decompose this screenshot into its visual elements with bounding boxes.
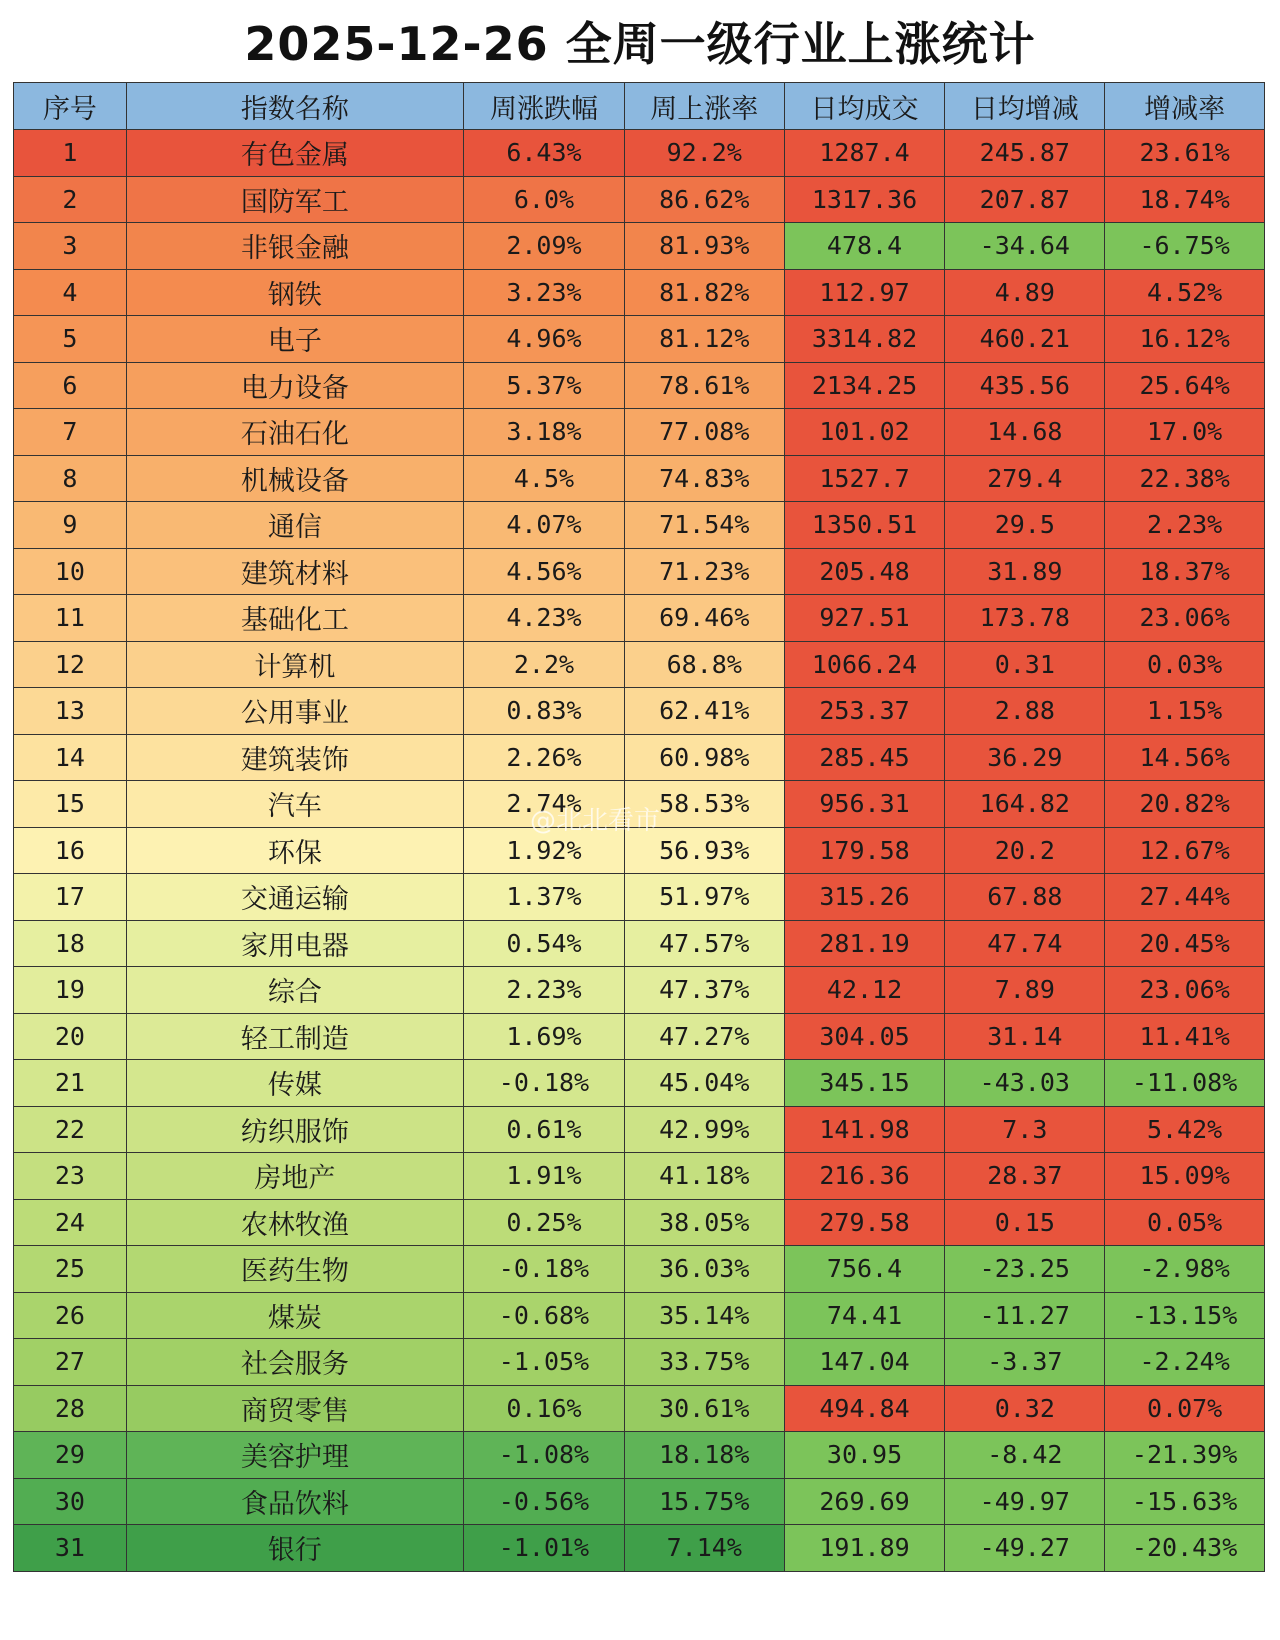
header-daily-volume: 日均成交 [784, 83, 945, 130]
cell-no: 15 [14, 781, 127, 828]
cell-weekly-up-rate: 56.93% [624, 827, 784, 874]
cell-name: 计算机 [126, 641, 463, 688]
table-row [14, 1525, 1265, 1572]
header-weekly-up-rate: 周上涨率 [624, 83, 784, 130]
cell-name: 综合 [126, 967, 463, 1014]
cell-diff-rate: 4.52% [1105, 269, 1265, 316]
cell-name: 石油石化 [126, 409, 463, 456]
cell-daily-diff: 0.31 [945, 641, 1105, 688]
cell-daily-diff: -34.64 [945, 223, 1105, 270]
table-row [14, 1199, 1265, 1246]
cell-weekly-up-rate: 81.93% [624, 223, 784, 270]
cell-name: 非银金融 [126, 223, 463, 270]
cell-daily-diff: -23.25 [945, 1246, 1105, 1293]
cell-name: 汽车 [126, 781, 463, 828]
cell-no: 17 [14, 874, 127, 921]
cell-weekly-change: 6.43% [464, 130, 625, 177]
cell-daily-volume: 285.45 [784, 734, 945, 781]
cell-name: 纺织服饰 [126, 1106, 463, 1153]
header-no: 序号 [14, 83, 127, 130]
cell-no: 27 [14, 1339, 127, 1386]
cell-daily-volume: 956.31 [784, 781, 945, 828]
cell-name: 基础化工 [126, 595, 463, 642]
cell-daily-diff: 7.3 [945, 1106, 1105, 1153]
cell-daily-volume: 30.95 [784, 1432, 945, 1479]
cell-daily-diff: 20.2 [945, 827, 1105, 874]
table-row [14, 1013, 1265, 1060]
table-row [14, 176, 1265, 223]
cell-name: 国防军工 [126, 176, 463, 223]
cell-daily-volume: 478.4 [784, 223, 945, 270]
cell-daily-diff: -43.03 [945, 1060, 1105, 1107]
cell-no: 21 [14, 1060, 127, 1107]
cell-weekly-change: 0.25% [464, 1199, 625, 1246]
cell-name: 钢铁 [126, 269, 463, 316]
cell-weekly-change: 0.16% [464, 1385, 625, 1432]
cell-daily-diff: 28.37 [945, 1153, 1105, 1200]
cell-weekly-up-rate: 74.83% [624, 455, 784, 502]
cell-name: 煤炭 [126, 1292, 463, 1339]
cell-daily-diff: 7.89 [945, 967, 1105, 1014]
cell-no: 7 [14, 409, 127, 456]
cell-daily-volume: 3314.82 [784, 316, 945, 363]
cell-daily-volume: 191.89 [784, 1525, 945, 1572]
cell-weekly-up-rate: 86.62% [624, 176, 784, 223]
cell-name: 有色金属 [126, 130, 463, 177]
cell-diff-rate: 25.64% [1105, 362, 1265, 409]
cell-diff-rate: 23.06% [1105, 967, 1265, 1014]
cell-daily-volume: 74.41 [784, 1292, 945, 1339]
cell-weekly-change: 2.2% [464, 641, 625, 688]
cell-no: 28 [14, 1385, 127, 1432]
cell-daily-volume: 315.26 [784, 874, 945, 921]
cell-weekly-change: 0.61% [464, 1106, 625, 1153]
cell-daily-volume: 101.02 [784, 409, 945, 456]
cell-daily-diff: -3.37 [945, 1339, 1105, 1386]
cell-weekly-change: 0.83% [464, 688, 625, 735]
cell-weekly-change: 3.18% [464, 409, 625, 456]
cell-weekly-change: 1.92% [464, 827, 625, 874]
cell-weekly-change: 4.5% [464, 455, 625, 502]
cell-weekly-change: -1.08% [464, 1432, 625, 1479]
cell-daily-volume: 927.51 [784, 595, 945, 642]
cell-daily-diff: 31.14 [945, 1013, 1105, 1060]
cell-weekly-up-rate: 81.82% [624, 269, 784, 316]
cell-weekly-up-rate: 47.57% [624, 920, 784, 967]
cell-weekly-up-rate: 35.14% [624, 1292, 784, 1339]
cell-weekly-change: -0.18% [464, 1246, 625, 1293]
cell-name: 美容护理 [126, 1432, 463, 1479]
cell-weekly-up-rate: 15.75% [624, 1478, 784, 1525]
cell-no: 9 [14, 502, 127, 549]
cell-weekly-up-rate: 77.08% [624, 409, 784, 456]
cell-no: 23 [14, 1153, 127, 1200]
cell-name: 轻工制造 [126, 1013, 463, 1060]
header-row [14, 83, 1265, 130]
cell-weekly-change: 2.26% [464, 734, 625, 781]
cell-weekly-up-rate: 68.8% [624, 641, 784, 688]
cell-weekly-up-rate: 71.23% [624, 548, 784, 595]
cell-daily-volume: 304.05 [784, 1013, 945, 1060]
table-row [14, 455, 1265, 502]
cell-diff-rate: 27.44% [1105, 874, 1265, 921]
table-row [14, 548, 1265, 595]
cell-no: 22 [14, 1106, 127, 1153]
cell-daily-volume: 494.84 [784, 1385, 945, 1432]
cell-daily-volume: 1527.7 [784, 455, 945, 502]
watermark-text: @北北看市 [530, 806, 661, 836]
cell-name: 商贸零售 [126, 1385, 463, 1432]
cell-diff-rate: 5.42% [1105, 1106, 1265, 1153]
cell-weekly-up-rate: 30.61% [624, 1385, 784, 1432]
cell-weekly-change: 0.54% [464, 920, 625, 967]
cell-weekly-up-rate: 69.46% [624, 595, 784, 642]
cell-no: 10 [14, 548, 127, 595]
cell-daily-diff: 0.15 [945, 1199, 1105, 1246]
cell-no: 1 [14, 130, 127, 177]
cell-daily-volume: 112.97 [784, 269, 945, 316]
cell-diff-rate: -2.98% [1105, 1246, 1265, 1293]
cell-diff-rate: 18.37% [1105, 548, 1265, 595]
cell-diff-rate: -6.75% [1105, 223, 1265, 270]
cell-diff-rate: 23.61% [1105, 130, 1265, 177]
cell-weekly-up-rate: 42.99% [624, 1106, 784, 1153]
cell-daily-diff: 4.89 [945, 269, 1105, 316]
cell-weekly-change: 2.74% [464, 781, 625, 828]
cell-name: 传媒 [126, 1060, 463, 1107]
cell-weekly-up-rate: 45.04% [624, 1060, 784, 1107]
cell-diff-rate: -2.24% [1105, 1339, 1265, 1386]
cell-daily-diff: 0.32 [945, 1385, 1105, 1432]
table-row [14, 269, 1265, 316]
cell-weekly-change: 1.69% [464, 1013, 625, 1060]
cell-weekly-up-rate: 7.14% [624, 1525, 784, 1572]
cell-no: 31 [14, 1525, 127, 1572]
cell-daily-volume: 147.04 [784, 1339, 945, 1386]
cell-daily-diff: 14.68 [945, 409, 1105, 456]
industry-table [13, 82, 1265, 1572]
cell-diff-rate: 15.09% [1105, 1153, 1265, 1200]
cell-weekly-up-rate: 47.27% [624, 1013, 784, 1060]
cell-name: 社会服务 [126, 1339, 463, 1386]
cell-weekly-change: 4.07% [464, 502, 625, 549]
cell-name: 房地产 [126, 1153, 463, 1200]
cell-name: 公用事业 [126, 688, 463, 735]
table-row [14, 1153, 1265, 1200]
cell-no: 11 [14, 595, 127, 642]
cell-daily-diff: -49.97 [945, 1478, 1105, 1525]
cell-name: 家用电器 [126, 920, 463, 967]
table-row [14, 734, 1265, 781]
cell-weekly-up-rate: 41.18% [624, 1153, 784, 1200]
cell-name: 建筑材料 [126, 548, 463, 595]
cell-daily-volume: 345.15 [784, 1060, 945, 1107]
cell-weekly-up-rate: 36.03% [624, 1246, 784, 1293]
table-row [14, 1106, 1265, 1153]
cell-weekly-up-rate: 33.75% [624, 1339, 784, 1386]
table-row [14, 502, 1265, 549]
cell-no: 14 [14, 734, 127, 781]
cell-diff-rate: 0.05% [1105, 1199, 1265, 1246]
table-row [14, 1292, 1265, 1339]
table-row [14, 827, 1265, 874]
cell-weekly-change: 5.37% [464, 362, 625, 409]
table-row [14, 130, 1265, 177]
cell-diff-rate: -15.63% [1105, 1478, 1265, 1525]
cell-no: 30 [14, 1478, 127, 1525]
cell-diff-rate: 20.82% [1105, 781, 1265, 828]
table-row [14, 1385, 1265, 1432]
cell-diff-rate: 22.38% [1105, 455, 1265, 502]
table-row [14, 1060, 1265, 1107]
cell-weekly-up-rate: 18.18% [624, 1432, 784, 1479]
table-row [14, 595, 1265, 642]
cell-name: 环保 [126, 827, 463, 874]
cell-diff-rate: 14.56% [1105, 734, 1265, 781]
cell-daily-volume: 1350.51 [784, 502, 945, 549]
cell-no: 3 [14, 223, 127, 270]
cell-diff-rate: -11.08% [1105, 1060, 1265, 1107]
table-row [14, 1432, 1265, 1479]
cell-weekly-change: 4.96% [464, 316, 625, 363]
page-title: 2025-12-26 全周一级行业上涨统计 [244, 17, 1036, 71]
cell-daily-diff: 2.88 [945, 688, 1105, 735]
table-row [14, 316, 1265, 363]
cell-no: 24 [14, 1199, 127, 1246]
cell-name: 医药生物 [126, 1246, 463, 1293]
cell-weekly-up-rate: 38.05% [624, 1199, 784, 1246]
cell-name: 农林牧渔 [126, 1199, 463, 1246]
table-row [14, 362, 1265, 409]
cell-daily-diff: 31.89 [945, 548, 1105, 595]
cell-weekly-change: -0.56% [464, 1478, 625, 1525]
cell-daily-diff: -49.27 [945, 1525, 1105, 1572]
cell-diff-rate: 17.0% [1105, 409, 1265, 456]
cell-name: 机械设备 [126, 455, 463, 502]
cell-weekly-change: 2.09% [464, 223, 625, 270]
cell-daily-diff: 207.87 [945, 176, 1105, 223]
cell-name: 建筑装饰 [126, 734, 463, 781]
cell-no: 20 [14, 1013, 127, 1060]
cell-weekly-up-rate: 58.53% [624, 781, 784, 828]
cell-weekly-change: -0.68% [464, 1292, 625, 1339]
cell-no: 8 [14, 455, 127, 502]
cell-no: 25 [14, 1246, 127, 1293]
cell-weekly-change: 6.0% [464, 176, 625, 223]
cell-diff-rate: 2.23% [1105, 502, 1265, 549]
cell-daily-diff: 67.88 [945, 874, 1105, 921]
cell-daily-volume: 1317.36 [784, 176, 945, 223]
cell-name: 银行 [126, 1525, 463, 1572]
header-name: 指数名称 [126, 83, 463, 130]
cell-name: 交通运输 [126, 874, 463, 921]
cell-diff-rate: 1.15% [1105, 688, 1265, 735]
cell-daily-volume: 269.69 [784, 1478, 945, 1525]
cell-no: 6 [14, 362, 127, 409]
table-row [14, 409, 1265, 456]
cell-daily-volume: 756.4 [784, 1246, 945, 1293]
cell-weekly-up-rate: 71.54% [624, 502, 784, 549]
cell-no: 16 [14, 827, 127, 874]
cell-weekly-up-rate: 60.98% [624, 734, 784, 781]
cell-diff-rate: 0.03% [1105, 641, 1265, 688]
cell-daily-volume: 1287.4 [784, 130, 945, 177]
cell-daily-volume: 253.37 [784, 688, 945, 735]
cell-daily-volume: 205.48 [784, 548, 945, 595]
cell-daily-diff: 460.21 [945, 316, 1105, 363]
table-row [14, 920, 1265, 967]
cell-weekly-up-rate: 92.2% [624, 130, 784, 177]
cell-diff-rate: 0.07% [1105, 1385, 1265, 1432]
cell-weekly-change: 3.23% [464, 269, 625, 316]
cell-daily-volume: 1066.24 [784, 641, 945, 688]
cell-weekly-change: 1.91% [464, 1153, 625, 1200]
cell-weekly-change: -1.01% [464, 1525, 625, 1572]
cell-daily-diff: 36.29 [945, 734, 1105, 781]
cell-diff-rate: 12.67% [1105, 827, 1265, 874]
cell-name: 食品饮料 [126, 1478, 463, 1525]
cell-weekly-up-rate: 78.61% [624, 362, 784, 409]
cell-daily-diff: -11.27 [945, 1292, 1105, 1339]
cell-daily-diff: 245.87 [945, 130, 1105, 177]
cell-weekly-up-rate: 51.97% [624, 874, 784, 921]
cell-diff-rate: 18.74% [1105, 176, 1265, 223]
cell-diff-rate: -13.15% [1105, 1292, 1265, 1339]
cell-no: 18 [14, 920, 127, 967]
cell-no: 19 [14, 967, 127, 1014]
cell-daily-volume: 42.12 [784, 967, 945, 1014]
table-row [14, 781, 1265, 828]
table-row [14, 1478, 1265, 1525]
cell-daily-diff: 164.82 [945, 781, 1105, 828]
cell-daily-volume: 179.58 [784, 827, 945, 874]
cell-weekly-up-rate: 62.41% [624, 688, 784, 735]
cell-daily-diff: 47.74 [945, 920, 1105, 967]
cell-weekly-change: 2.23% [464, 967, 625, 1014]
cell-name: 通信 [126, 502, 463, 549]
cell-daily-diff: 173.78 [945, 595, 1105, 642]
cell-no: 13 [14, 688, 127, 735]
cell-daily-volume: 141.98 [784, 1106, 945, 1153]
cell-diff-rate: 23.06% [1105, 595, 1265, 642]
table-row [14, 1246, 1265, 1293]
cell-diff-rate: 20.45% [1105, 920, 1265, 967]
cell-no: 4 [14, 269, 127, 316]
cell-daily-diff: -8.42 [945, 1432, 1105, 1479]
table-row [14, 223, 1265, 270]
cell-weekly-change: -0.18% [464, 1060, 625, 1107]
table-row [14, 641, 1265, 688]
cell-daily-volume: 2134.25 [784, 362, 945, 409]
cell-daily-volume: 216.36 [784, 1153, 945, 1200]
cell-weekly-up-rate: 47.37% [624, 967, 784, 1014]
cell-daily-diff: 29.5 [945, 502, 1105, 549]
cell-weekly-change: 4.23% [464, 595, 625, 642]
cell-daily-diff: 435.56 [945, 362, 1105, 409]
cell-weekly-change: -1.05% [464, 1339, 625, 1386]
table-row [14, 874, 1265, 921]
cell-daily-volume: 279.58 [784, 1199, 945, 1246]
header-diff-rate: 增减率 [1105, 83, 1265, 130]
cell-name: 电力设备 [126, 362, 463, 409]
table-row [14, 1339, 1265, 1386]
cell-daily-diff: 279.4 [945, 455, 1105, 502]
cell-diff-rate: 11.41% [1105, 1013, 1265, 1060]
cell-weekly-up-rate: 81.12% [624, 316, 784, 363]
cell-diff-rate: 16.12% [1105, 316, 1265, 363]
table-row [14, 688, 1265, 735]
cell-no: 26 [14, 1292, 127, 1339]
cell-weekly-change: 4.56% [464, 548, 625, 595]
cell-no: 12 [14, 641, 127, 688]
cell-no: 29 [14, 1432, 127, 1479]
cell-name: 电子 [126, 316, 463, 363]
cell-daily-volume: 281.19 [784, 920, 945, 967]
cell-diff-rate: -20.43% [1105, 1525, 1265, 1572]
header-daily-diff: 日均增减 [945, 83, 1105, 130]
cell-no: 2 [14, 176, 127, 223]
cell-no: 5 [14, 316, 127, 363]
header-weekly-change: 周涨跌幅 [464, 83, 625, 130]
cell-diff-rate: -21.39% [1105, 1432, 1265, 1479]
table-row [14, 967, 1265, 1014]
cell-weekly-change: 1.37% [464, 874, 625, 921]
